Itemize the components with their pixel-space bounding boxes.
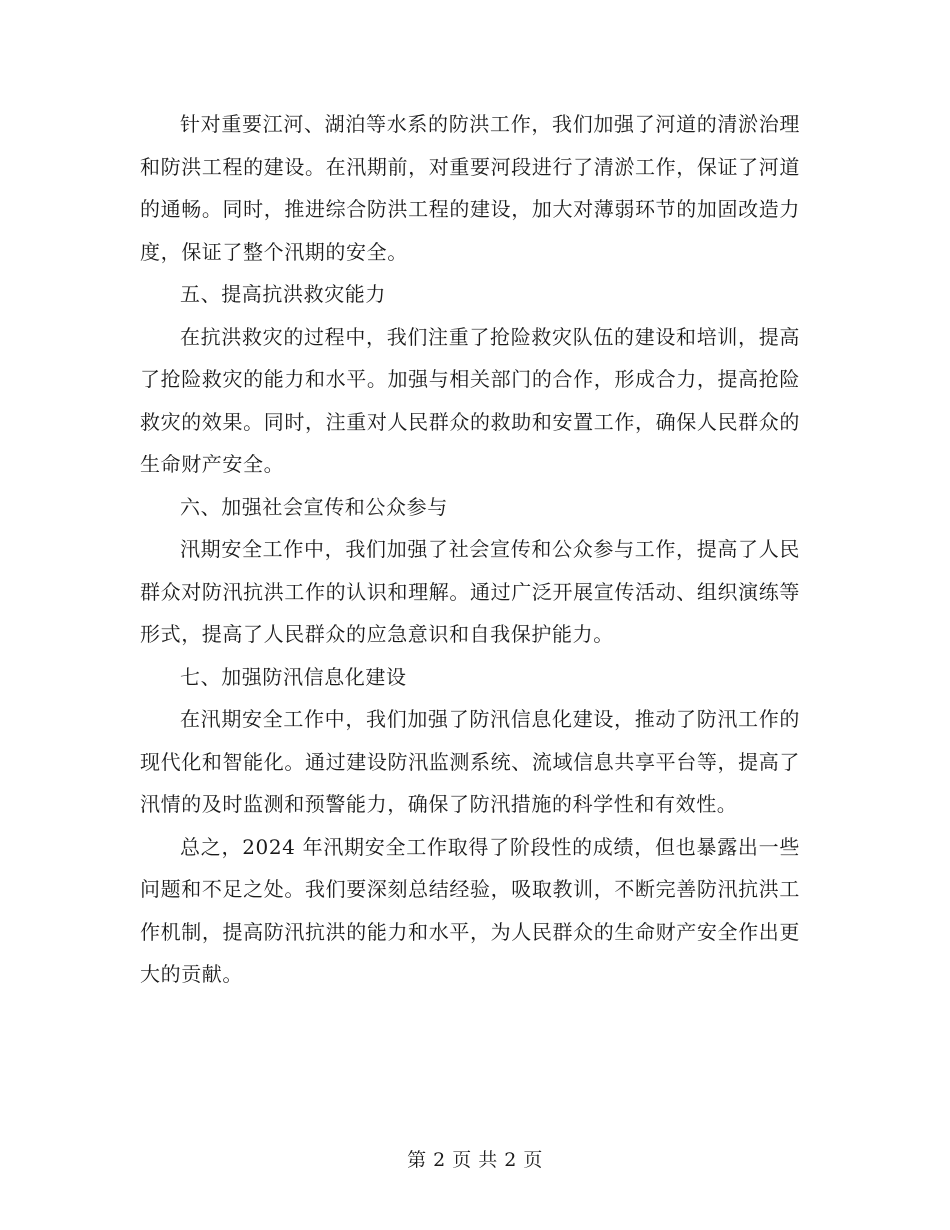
paragraph-public-participation: 汛期安全工作中，我们加强了社会宣传和公众参与工作，提高了人民群众对防汛抗洪工作的认识和理解。通过广泛开展宣传活动、组织演练等形式，提高了人民群众的应急意识和自我保护能力。 (140, 537, 800, 646)
section-heading-7: 七、加强防汛信息化建设 (180, 664, 407, 689)
section-heading-6: 六、加强社会宣传和公众参与 (180, 494, 448, 519)
section-heading-5: 五、提高抗洪救灾能力 (180, 282, 386, 306)
paragraph-rescue-capability: 在抗洪救灾的过程中，我们注重了抢险救灾队伍的建设和培训，提高了抢险救灾的能力和水平。加强与相关部门的合作，形成合力，提高抢险救灾的效果。同时，注重对人民群众的救助和安置工作，确保人民群众的生命财产安全。 (140, 324, 800, 476)
document-body (140, 103, 800, 996)
paragraph-conclusion: 总之，2024 年汛期安全工作取得了阶段性的成绩，但也暴露出一些问题和不足之处。我们要深刻总结经验，吸取教训，不断完善防汛抗洪工作机制，提高防汛抗洪的能力和水平，为人民群众的生命财产安全作出更大的贡献。 (140, 834, 800, 986)
paragraph-river-dredging: 针对重要江河、湖泊等水系的防洪工作，我们加强了河道的清淤治理和防洪工程的建设。在汛期前，对重要河段进行了清淤工作，保证了河道的通畅。同时，推进综合防洪工程的建设，加大对薄弱环节的加固改造力度，保证了整个汛期的安全。 (140, 112, 800, 264)
paragraph-informatization: 在汛期安全工作中，我们加强了防汛信息化建设，推动了防汛工作的现代化和智能化。通过建设防汛监测系统、流域信息共享平台等，提高了汛情的及时监测和预警能力，确保了防汛措施的科学性和有效性。 (140, 707, 800, 816)
page-number-footer: 第 2 页 共 2 页 (407, 1149, 543, 1171)
